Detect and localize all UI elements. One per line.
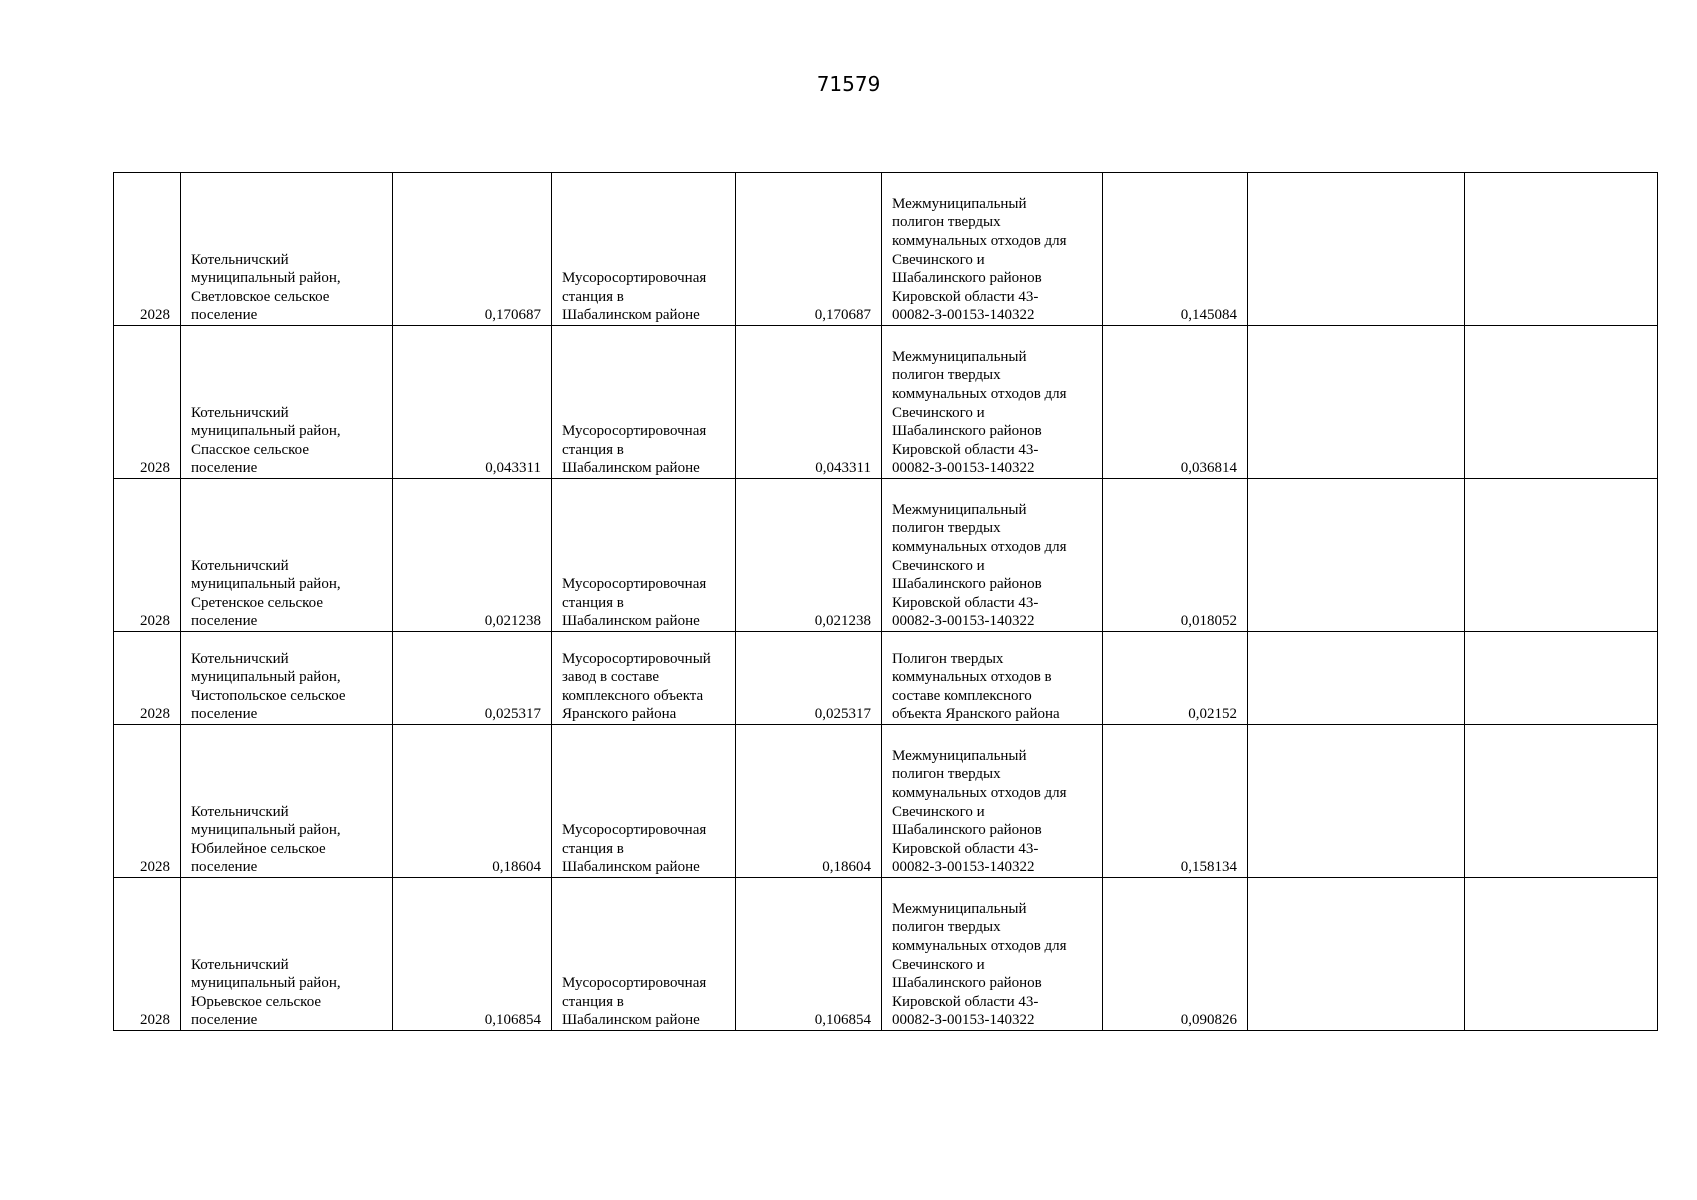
facility-cell: Мусоросортировочный завод в составе комплексного объекта Яранского района (552, 632, 736, 725)
table-row (114, 878, 1658, 1031)
facility-cell: Мусоросортировочная станция в Шабалинском районе (552, 173, 736, 326)
empty-cell (1465, 632, 1658, 725)
municipality-cell: Котельничский муниципальный район, Юрьевское сельское поселение (181, 878, 393, 1031)
table-row (114, 725, 1658, 878)
year-cell: 2028 (114, 632, 181, 725)
landfill-cell: Полигон твердых коммунальных отходов в составе комплексного объекта Яранского района (882, 632, 1103, 725)
mass-cell: 0,018052 (1103, 479, 1248, 632)
landfill-cell: Межмуниципальный полигон твердых коммунальных отходов для Свечинского и Шабалинского районов Кировской области 43- 00082-З-00153-140322 (882, 173, 1103, 326)
table-row (114, 479, 1658, 632)
mass-cell: 0,18604 (736, 725, 882, 878)
empty-cell (1248, 479, 1465, 632)
table-row (114, 632, 1658, 725)
empty-cell (1465, 878, 1658, 1031)
landfill-cell: Межмуниципальный полигон твердых коммунальных отходов для Свечинского и Шабалинского районов Кировской области 43- 00082-З-00153-140322 (882, 878, 1103, 1031)
table-row (114, 326, 1658, 479)
facility-cell: Мусоросортировочная станция в Шабалинском районе (552, 725, 736, 878)
mass-cell: 0,170687 (393, 173, 552, 326)
mass-cell: 0,170687 (736, 173, 882, 326)
mass-cell: 0,025317 (393, 632, 552, 725)
facility-cell: Мусоросортировочная станция в Шабалинском районе (552, 479, 736, 632)
empty-cell (1465, 173, 1658, 326)
empty-cell (1465, 725, 1658, 878)
municipality-cell: Котельничский муниципальный район, Спасское сельское поселение (181, 326, 393, 479)
year-cell: 2028 (114, 479, 181, 632)
mass-cell: 0,18604 (393, 725, 552, 878)
facility-cell: Мусоросортировочная станция в Шабалинском районе (552, 326, 736, 479)
landfill-cell: Межмуниципальный полигон твердых коммунальных отходов для Свечинского и Шабалинского районов Кировской области 43- 00082-З-00153-140322 (882, 725, 1103, 878)
empty-cell (1465, 326, 1658, 479)
mass-cell: 0,043311 (393, 326, 552, 479)
municipality-cell: Котельничский муниципальный район, Сретенское сельское поселение (181, 479, 393, 632)
mass-cell: 0,036814 (1103, 326, 1248, 479)
landfill-cell: Межмуниципальный полигон твердых коммунальных отходов для Свечинского и Шабалинского районов Кировской области 43- 00082-З-00153-140322 (882, 326, 1103, 479)
waste-flow-table (113, 172, 1658, 1031)
mass-cell: 0,043311 (736, 326, 882, 479)
empty-cell (1248, 173, 1465, 326)
year-cell: 2028 (114, 878, 181, 1031)
year-cell: 2028 (114, 173, 181, 326)
year-cell: 2028 (114, 326, 181, 479)
mass-cell: 0,02152 (1103, 632, 1248, 725)
mass-cell: 0,090826 (1103, 878, 1248, 1031)
table-row (114, 173, 1658, 326)
empty-cell (1465, 479, 1658, 632)
landfill-cell: Межмуниципальный полигон твердых коммунальных отходов для Свечинского и Шабалинского районов Кировской области 43- 00082-З-00153-140322 (882, 479, 1103, 632)
mass-cell: 0,021238 (736, 479, 882, 632)
facility-cell: Мусоросортировочная станция в Шабалинском районе (552, 878, 736, 1031)
mass-cell: 0,106854 (393, 878, 552, 1031)
mass-cell: 0,145084 (1103, 173, 1248, 326)
municipality-cell: Котельничский муниципальный район, Светловское сельское поселение (181, 173, 393, 326)
page-number: 71579 (816, 72, 881, 96)
empty-cell (1248, 632, 1465, 725)
mass-cell: 0,025317 (736, 632, 882, 725)
mass-cell: 0,021238 (393, 479, 552, 632)
year-cell: 2028 (114, 725, 181, 878)
municipality-cell: Котельничский муниципальный район, Чистопольское сельское поселение (181, 632, 393, 725)
empty-cell (1248, 725, 1465, 878)
municipality-cell: Котельничский муниципальный район, Юбилейное сельское поселение (181, 725, 393, 878)
mass-cell: 0,158134 (1103, 725, 1248, 878)
empty-cell (1248, 326, 1465, 479)
mass-cell: 0,106854 (736, 878, 882, 1031)
empty-cell (1248, 878, 1465, 1031)
